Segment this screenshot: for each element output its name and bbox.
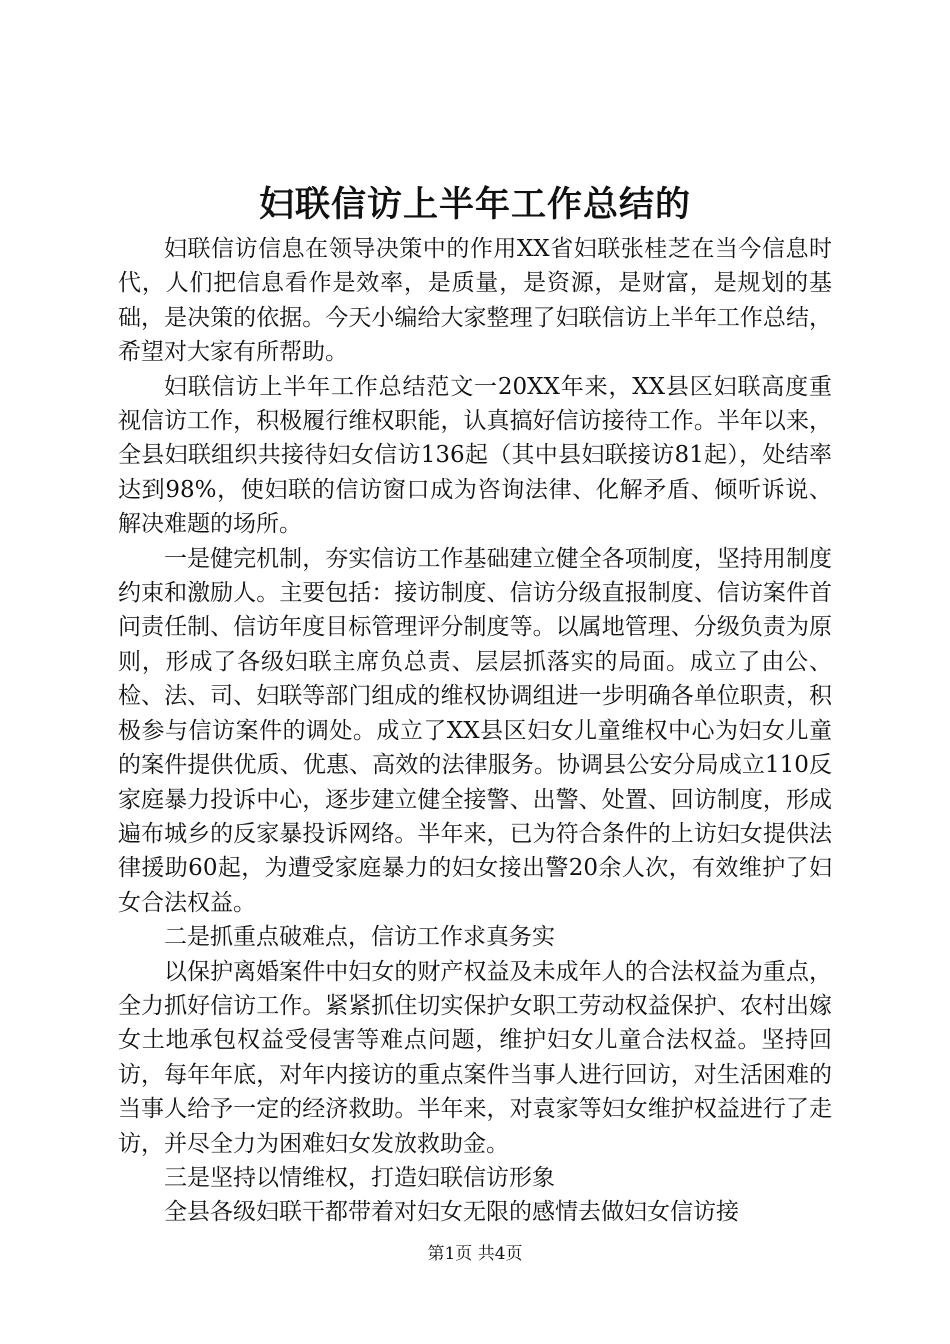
paragraph: 一是健完机制，夯实信访工作基础建立健全各项制度，坚持用制度约束和激励人。主要包括：接访制度、信访分级直报制度、信访案件首问责任制、信访年度目标管理评分制度等。以属地管理、分级负责为原则，形成了各级妇联主席负总责、层层抓落实的局面。成立了由公、检、法、司、妇联等部门组成的维权协调组进一步明确各单位职责，积极参与信访案件的调处。成立了XX县区妇女儿童维权中心为妇女儿童的案件提供优质、优惠、高效的法律服务。协调县公安分局成立110反家庭暴力投诉中心，逐步建立健全接警、出警、处置、回访制度，形成遍布城乡的反家暴投诉网络。半年来，已为符合条件的上访妇女提供法律援助60起，为遭受家庭暴力的妇女接出警20余人次，有效维护了妇女合法权益。 — [118, 545, 832, 916]
paragraph: 以保护离婚案件中妇女的财产权益及未成年人的合法权益为重点，全力抓好信访工作。紧紧抓住切实保护女职工劳动权益保护、农村出嫁女土地承包权益受侵害等难点问题，维护妇女儿童合法权益。坚持回访，每年年底，对年内接访的重点案件当事人进行回访，对生活困难的当事人给予一定的经济救助。半年来，对袁家等妇女维护权益进行了走访，并尽全力为困难妇女发放救助金。 — [118, 958, 832, 1157]
paragraph: 妇联信访信息在领导决策中的作用XX省妇联张桂芝在当今信息时代，人们把信息看作是效率，是质量，是资源，是财富，是规划的基础，是决策的依据。今天小编给大家整理了妇联信访上半年工作总结，希望对大家有所帮助。 — [118, 236, 832, 366]
paragraph: 妇联信访上半年工作总结范文一20XX年来，XX县区妇联高度重视信访工作，积极履行维权职能，认真搞好信访接待工作。半年以来，全县妇联组织共接待妇女信访136起（其中县妇联接访81起），处结率达到98%，使妇联的信访窗口成为咨询法律、化解矛盾、倾听诉说、解决难题的场所。 — [118, 373, 832, 538]
document-body — [118, 232, 832, 1230]
paragraph: 全县各级妇联干都带着对妇女无限的感情去做妇女信访接 — [164, 1199, 739, 1226]
section-heading: 二是抓重点破难点，信访工作求真务实 — [164, 924, 555, 951]
page-number-footer: 第1页 共4页 — [427, 1244, 523, 1264]
section-heading: 三是坚持以情维权，打造妇联信访形象 — [164, 1164, 555, 1191]
document-title: 妇联信访上半年工作总结的 — [258, 184, 691, 225]
